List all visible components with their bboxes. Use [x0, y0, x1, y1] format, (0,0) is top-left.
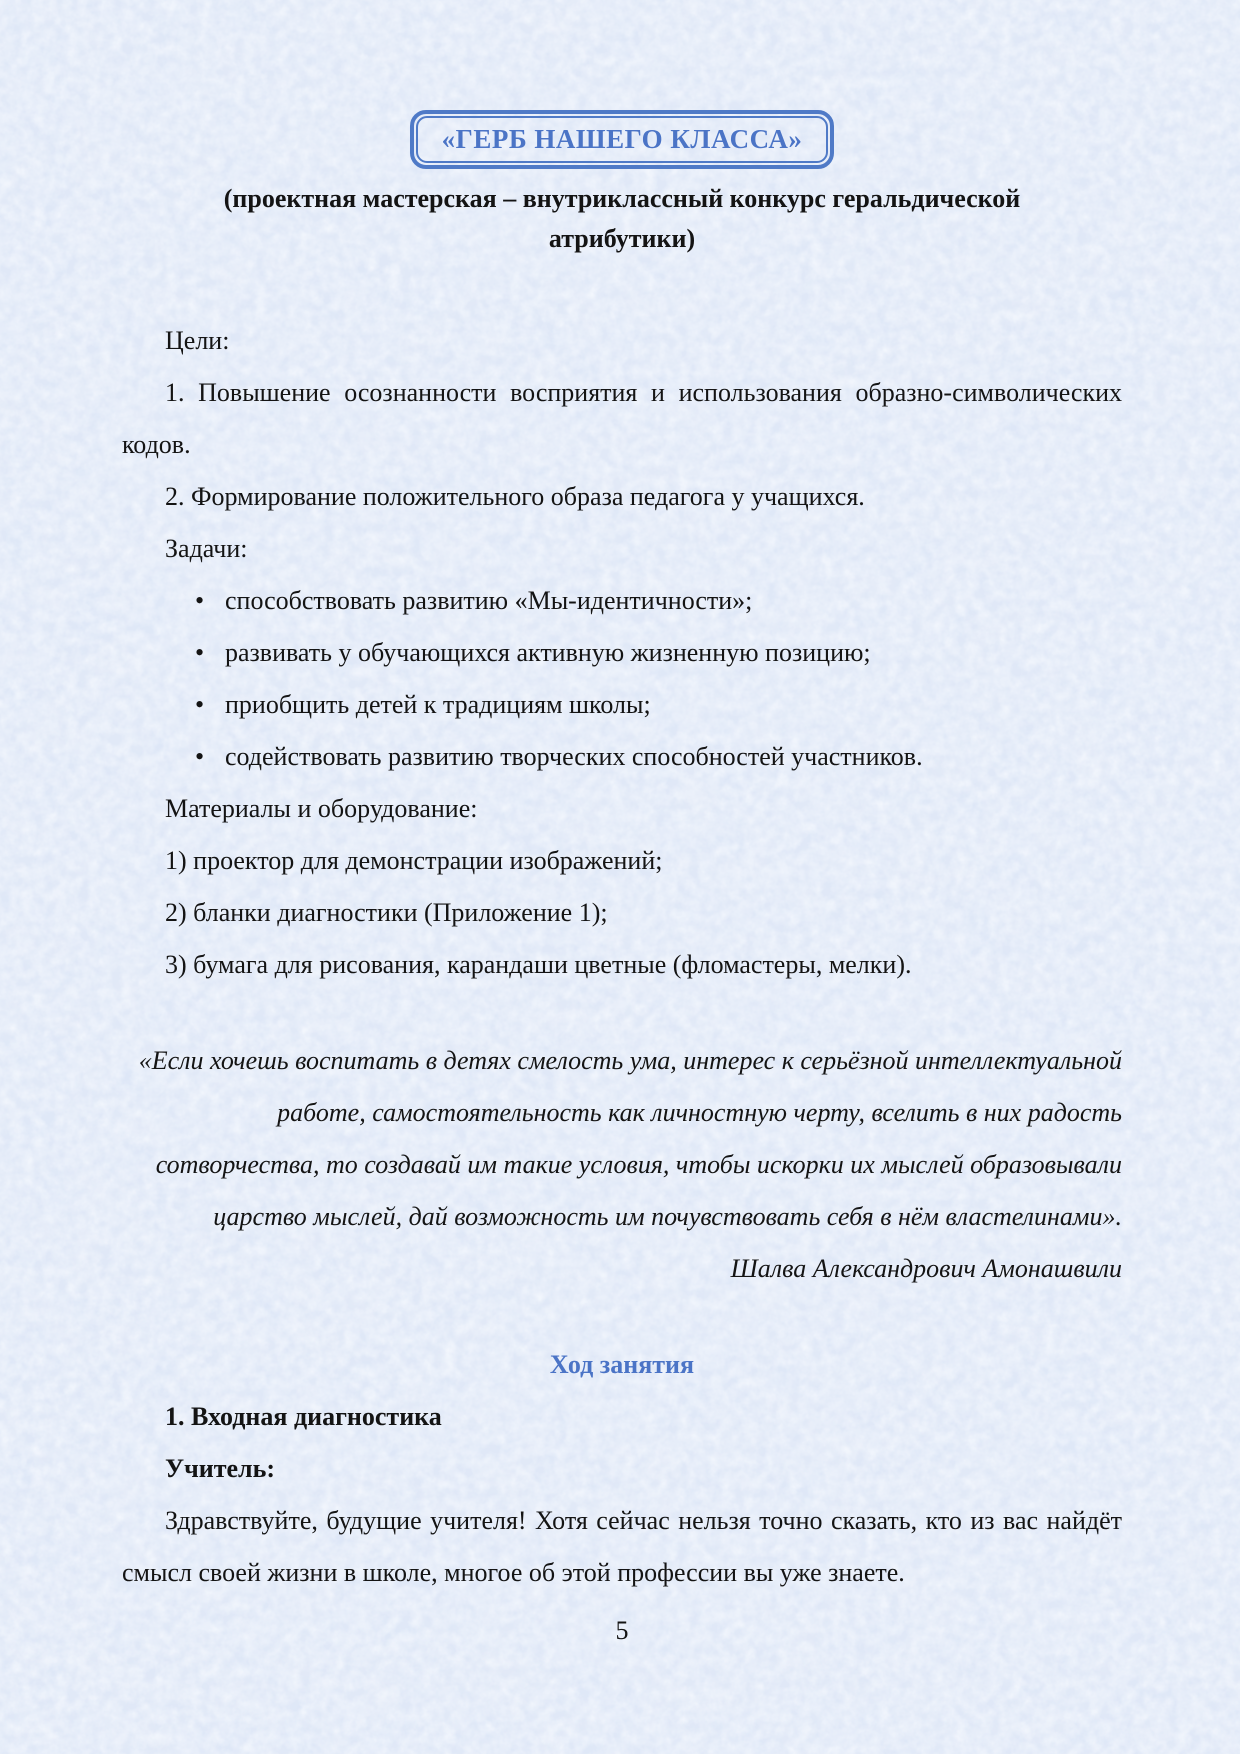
page-title: «ГЕРБ НАШЕГО КЛАССА» [441, 124, 803, 154]
bullet-icon: • [195, 742, 205, 771]
title-row [122, 110, 1122, 169]
lesson-paragraph: Здравствуйте, будущие учителя! Хотя сейчас нельзя точно сказать, кто из вас найдёт смысл своей жизни в школе, многое об этой профессии вы уже знаете. [122, 1506, 1122, 1587]
bullet-icon: • [195, 586, 205, 615]
material-item: 2) бланки диагностики (Приложение 1); [165, 898, 608, 927]
goal-item: 1. Повышение осознанности восприятия и использования образно-символических кодов. [122, 378, 1122, 459]
speaker-label: Учитель: [165, 1454, 276, 1483]
title-frame [410, 110, 835, 169]
task-item-text: приобщить детей к традициям школы; [225, 690, 651, 719]
page-content [122, 110, 1122, 1657]
task-item-text: содействовать развитию творческих способностей участников. [225, 742, 923, 771]
goals-heading: Цели: [165, 326, 230, 355]
task-list-item [122, 679, 1122, 731]
lesson-section-title: 1. Входная диагностика [165, 1402, 442, 1431]
task-list-item [122, 627, 1122, 679]
lesson-heading: Ход занятия [549, 1350, 695, 1379]
task-item-text: развивать у обучающихся активную жизненную позицию; [225, 638, 871, 667]
task-list-item [122, 731, 1122, 783]
task-list-item [122, 575, 1122, 627]
materials-heading: Материалы и оборудование: [165, 794, 478, 823]
material-item: 3) бумага для рисования, карандаши цветные (фломастеры, мелки). [165, 950, 912, 979]
task-item-text: способствовать развитию «Мы-идентичности»; [225, 586, 753, 615]
page-subtitle: (проектная мастерская – внутриклассный конкурс геральдической атрибутики) [223, 184, 1021, 253]
page-number: 5 [615, 1616, 629, 1645]
body-text [122, 315, 1122, 991]
epigraph-author: Шалва Александрович Амонашвили [730, 1254, 1122, 1283]
tasks-heading: Задачи: [165, 534, 248, 563]
epigraph-quote: «Если хочешь воспитать в детях смелость ума, интерес к серьёзной интеллектуальной работе, самостоятельность как личностную черту, вселить в них радость сотворчества, то создавай им такие условия, чтобы искорки их мыслей образовывали царство мыслей, дай возможность им почувствовать себя в нём властелинами». [138, 1046, 1122, 1231]
material-item: 1) проектор для демонстрации изображений; [165, 846, 663, 875]
goal-item: 2. Формирование положительного образа педагога у учащихся. [165, 482, 865, 511]
epigraph-block [122, 1035, 1122, 1295]
bullet-icon: • [195, 690, 205, 719]
bullet-icon: • [195, 638, 205, 667]
